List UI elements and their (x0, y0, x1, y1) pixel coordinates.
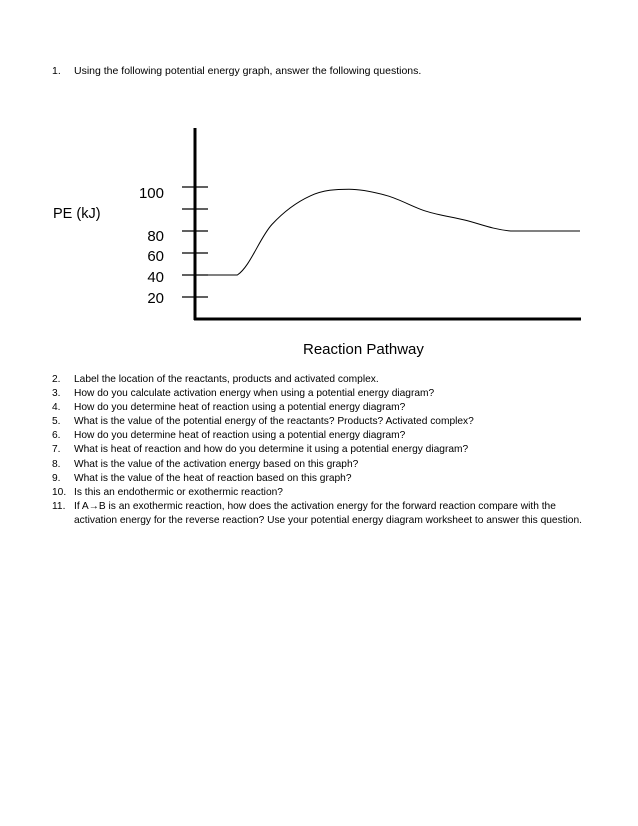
question-item (52, 458, 592, 472)
y-tick-label: 20 (147, 290, 164, 307)
pe-curve (195, 189, 580, 275)
question-number: 8. (52, 458, 61, 470)
question-text: What is the value of the potential energy of the reactants? Products? Activated complex? (74, 416, 474, 428)
question-item (52, 429, 592, 443)
question-number: 4. (52, 402, 61, 414)
potential-energy-graph (0, 110, 638, 360)
question-item (52, 373, 592, 387)
question-number: 5. (52, 416, 61, 428)
question-number: 9. (52, 472, 61, 484)
question-text: How do you determine heat of reaction using a potential energy diagram? (74, 430, 406, 442)
question-text: How do you determine heat of reaction using a potential energy diagram? (74, 402, 406, 414)
question-number: 6. (52, 430, 61, 442)
y-tick-label: 60 (147, 248, 164, 265)
x-axis-label: Reaction Pathway (303, 341, 424, 358)
question-1 (52, 64, 612, 78)
question-text: What is the value of the activation energy based on this graph? (74, 458, 359, 470)
question-number: 1. (52, 65, 61, 77)
y-tick-labels (139, 185, 164, 307)
question-text: What is the value of the heat of reaction based on this graph? (74, 472, 352, 484)
y-axis-label: PE (kJ) (53, 206, 101, 222)
chart-svg (0, 110, 638, 360)
question-number: 11. (52, 500, 66, 512)
question-text: Using the following potential energy graph, answer the following questions. (74, 65, 422, 77)
question-item (52, 472, 592, 486)
question-list (52, 373, 592, 528)
question-number: 10. (52, 486, 67, 498)
question-item (52, 401, 592, 415)
question-text: Is this an endothermic or exothermic reaction? (74, 486, 283, 498)
question-item (52, 486, 592, 500)
question-item (52, 443, 592, 457)
y-tick-label: 80 (147, 228, 164, 245)
question-text: If A→B is an exothermic reaction, how does the activation energy for the forward reaction compare with the activation energy for the reverse reaction? Use your potential energy diagram worksheet to answer this question. (74, 500, 582, 526)
question-text: What is heat of reaction and how do you determine it using a potential energy diagram? (74, 444, 469, 456)
y-tick-label: 40 (147, 269, 164, 286)
y-tick-label: 100 (138, 185, 164, 202)
question-number: 3. (52, 388, 61, 400)
question-item (52, 387, 592, 401)
question-item (52, 500, 592, 528)
question-number: 7. (52, 444, 61, 456)
question-item (52, 415, 592, 429)
question-text: How do you calculate activation energy when using a potential energy diagram? (74, 388, 435, 400)
question-text: Label the location of the reactants, products and activated complex. (74, 374, 379, 385)
question-number: 2. (52, 374, 61, 385)
